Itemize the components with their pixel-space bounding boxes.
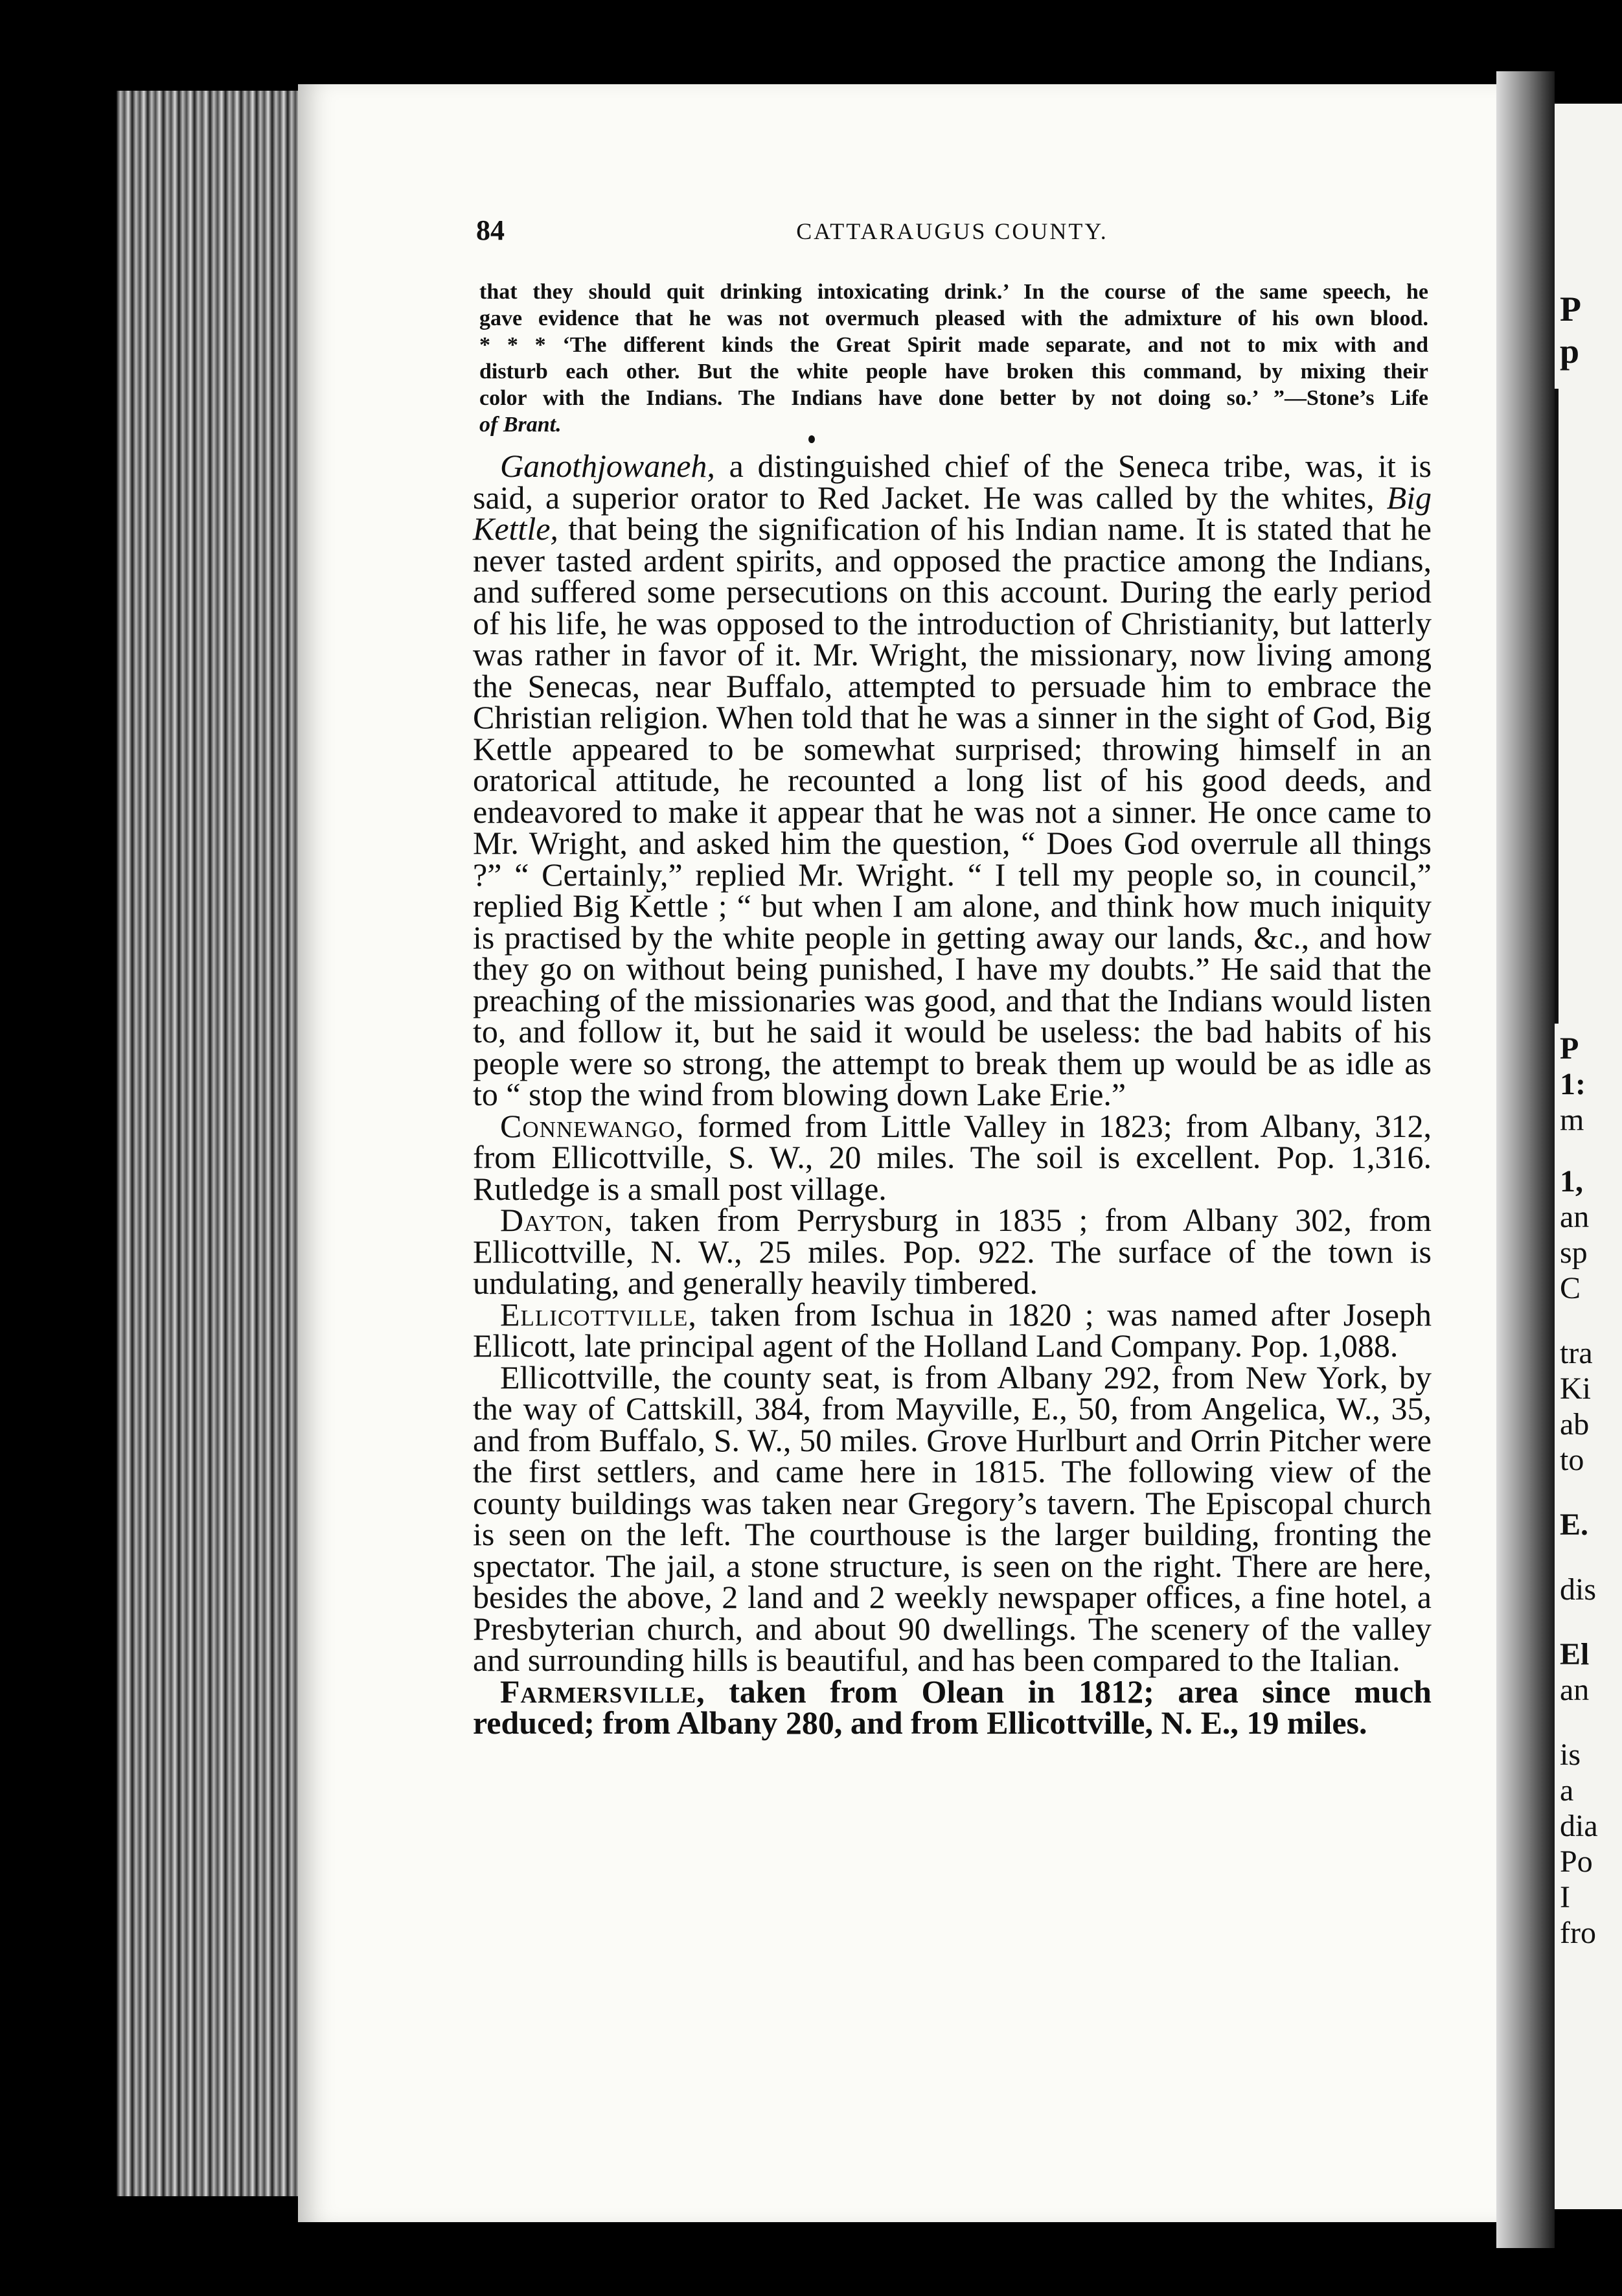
quote-line: * * * ‘The different kinds the Great Spirit made separate, and not to mix with and [479, 333, 1428, 357]
paragraph-big-kettle [473, 450, 1432, 1110]
adjacent-fragment: m [1560, 1103, 1584, 1137]
footnote-quote [479, 279, 1428, 438]
adjacent-fragment: ab [1560, 1407, 1590, 1441]
main-text [473, 450, 1432, 1739]
paragraph-dayton [473, 1204, 1432, 1299]
quote-line: color with the Indians. The Indians have done better by not doing so.’ ”—Stone’s Life [479, 386, 1428, 410]
adjacent-fragment: an [1560, 1673, 1590, 1707]
paragraph-lead: Connewango, [500, 1107, 685, 1144]
adjacent-fragment: I [1560, 1880, 1570, 1914]
paragraph-text: taken from Ischua in 1820 ; was named after Joseph Ellicott, late principal agent of the Holland Land Company. Pop. 1,088. [473, 1296, 1432, 1364]
adjacent-fragment: tra [1560, 1336, 1593, 1370]
book-gutter-shadow [1496, 71, 1555, 2248]
quote-line: disturb each other. But the white people have broken this command, by mixing their [479, 360, 1428, 384]
paragraph-lead: Ellicottville, [500, 1296, 697, 1333]
adjacent-page [1555, 104, 1622, 2209]
adjacent-fragment: El [1560, 1637, 1590, 1671]
paragraph-farmersville [473, 1673, 1432, 1741]
quote-line: of Brant. [479, 413, 562, 437]
page-number: 84 [476, 214, 505, 246]
paragraph-ellicottville [473, 1296, 1432, 1364]
paragraph-text: a distinguished chief of the Seneca tribe, was, it is said, a superior orator to Red Jacket. He was called by the whites, [473, 448, 1432, 516]
paragraph-text: that being the signification of his Indian name. It is stated that he never tasted ardent spirits, and opposed the practice among the Indians, and suffered some persecutions on this account. During the early period of his life, he was opposed to the introduction of Christianity, but latterly was rather in favor of it. Mr. Wright, the missionary, now living among the Senecas, near Buffalo, attempted to persuade him to embrace the Christian religion. When told that he was a sinner in the sight of God, Big Kettle appeared to be somewhat surprised; throwing himself in an oratorical attitude, he recounted a long list of his good deeds, and endeavored to make it appear that he was not a sinner. He once came to Mr. Wright, and asked him the question, “ Does God overrule all things ?” “ Certainly,” replied Mr. Wright. “ I tell my people so, in council,” replied Big Kettle ; “ but when I am alone, and think how much iniquity is practised by the white people in getting away our lands, &c., and how they go on without being punished, I have my doubts.” He said that the preaching of the missionaries was good, and that the Indians would listen to, and follow it, but he said it would be useless: the bad habits of his people were so strong, the attempt to break them up would be as idle as to “ stop the wind from blowing down Lake Erie.” [473, 511, 1432, 1112]
adjacent-fragment: dia [1560, 1809, 1598, 1843]
page-header [476, 214, 1428, 253]
paragraph-text: Ellicottville, the county seat, is from Albany 292, from New York, by the way of Cattskill, 384, from Mayville, E., 50, from Angelica, W., 35, and from Buffalo, S. W., 50 miles. Grove Hurlburt and Orrin Pitcher were the first settlers, and came here in 1815. The following view of the county buildings was taken near Gregory’s tavern. The Episcopal church is seen on the left. The courthouse is the larger building, fronting the spectator. The jail, a stone structure, is seen on the right. There are here, besides the above, 2 land and 2 weekly newspaper offices, a fine hotel, a Presbyterian church, and about 90 dwellings. The scenery of the valley and surrounding hills is beautiful, and has been compared to the Italian. [473, 1359, 1432, 1678]
paragraph-lead: Farmersville, [500, 1673, 705, 1710]
paragraph-connewango [473, 1107, 1432, 1207]
adjacent-fragment: dis [1560, 1572, 1597, 1607]
paragraph-text: taken from Perrysburg in 1835 ; from Albany 302, from Ellicottville, N. W., 25 miles. Pop. 922. The surface of the town is undulating, and generally heavily timbered. [473, 1202, 1432, 1301]
paragraph-emphasis: Big Kettle, [473, 479, 1432, 547]
adjacent-fragment: 1: [1560, 1067, 1586, 1101]
quote-line: gave evidence that he was not overmuch pleased with the admixture of his own blood. [479, 306, 1428, 330]
adjacent-fragment: to [1560, 1443, 1584, 1477]
book-fore-edge [117, 91, 311, 2196]
adjacent-fragment: sp [1560, 1235, 1588, 1270]
adjacent-fragment: an [1560, 1200, 1590, 1234]
paragraph-lead: Dayton, [500, 1202, 613, 1238]
adjacent-fragment: P [1560, 290, 1581, 328]
adjacent-fragment: P [1560, 1031, 1579, 1066]
adjacent-fragment: p [1560, 332, 1580, 371]
running-head: CATTARAUGUS COUNTY. [796, 218, 1108, 244]
quote-line: that they should quit drinking intoxicating drink.’ In the course of the same speech, he [479, 280, 1428, 304]
adjacent-fragment: C [1560, 1271, 1581, 1305]
adjacent-fragment: a [1560, 1773, 1574, 1808]
paragraph-county-seat [473, 1359, 1432, 1678]
ink-mark [808, 435, 815, 443]
paragraph-text: taken from Olean in 1812; area since much reduced; from Albany 280, and from Ellicottville, N. E., 19 miles. [473, 1673, 1432, 1741]
adjacent-fragment: Po [1560, 1844, 1593, 1879]
paragraph-lead: Ganothjowaneh, [500, 448, 715, 484]
paragraph-text: formed from Little Valley in 1823; from Albany, 312, from Ellicottville, S. W., 20 miles. The soil is excellent. Pop. 1,316. Rutledge is a small post village. [473, 1107, 1432, 1207]
adjacent-page-rule [1555, 389, 1559, 1024]
adjacent-fragment: E. [1560, 1508, 1589, 1542]
adjacent-fragment: 1, [1560, 1164, 1583, 1199]
adjacent-fragment: fro [1560, 1916, 1596, 1950]
adjacent-fragment: Ki [1560, 1372, 1591, 1406]
adjacent-fragment: is [1560, 1738, 1581, 1772]
